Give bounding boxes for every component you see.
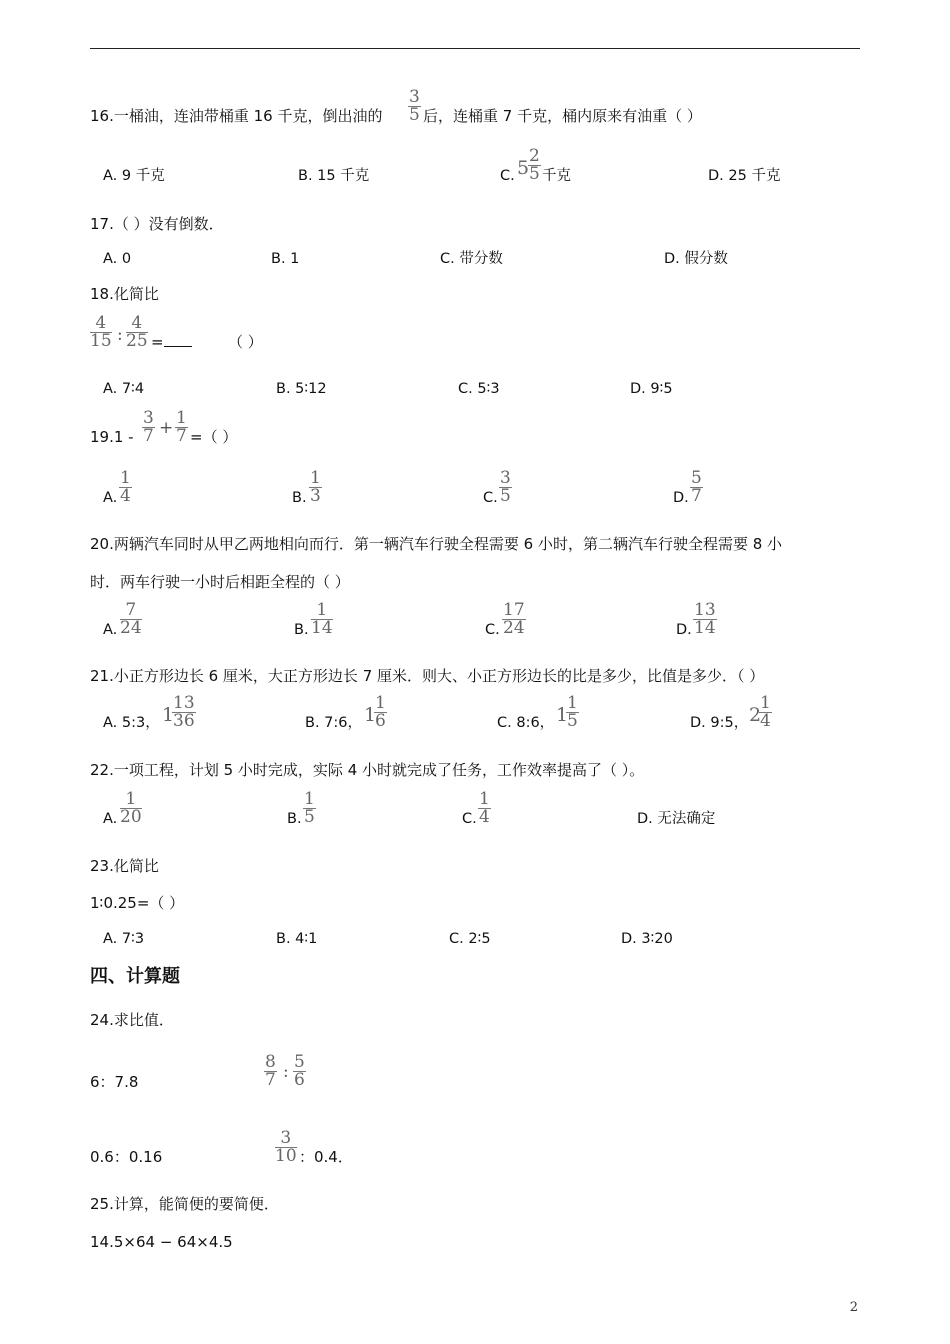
q19-plus: + [159,418,174,438]
q22-option-c-fraction: $\frac{1}{4}$ [479,789,490,827]
q19-option-d[interactable]: D. [673,490,689,506]
q18-option-b[interactable]: B. 5∶12 [276,381,327,397]
q20-stem-line1: 20.两辆汽车同时从甲乙两地相向而行．第一辆汽车行驶全程需要 6 小时，第二辆汽车行驶全程需要 8 小 [90,535,783,553]
q20-option-b[interactable]: B. [294,622,309,638]
q24-item-2-fraction-2: $\frac{5}{6}$ [294,1052,305,1090]
q16-stem-part1: 16.一桶油，连油带桶重 16 千克，倒出油的 [90,107,383,125]
q18-option-a[interactable]: A. 7∶4 [103,381,145,397]
q22-option-d[interactable]: D. 无法确定 [637,811,716,827]
q16-stem-part2: 后，连桶重 7 千克，桶内原来有油重（ ） [423,107,702,125]
q19-option-b[interactable]: B. [292,490,307,506]
q20-option-d-fraction: $\frac{13}{14}$ [694,600,716,638]
q24-item-4-fraction: $\frac{3}{10}$ [275,1128,297,1166]
q21-option-b[interactable]: B. 7:6， [305,715,363,731]
q21-option-a-fraction: $\frac{13}{36}$ [173,693,195,731]
q19-suffix: =（ ） [190,428,238,446]
q20-option-d[interactable]: D. [676,622,692,638]
q18-fraction-1: $\frac{4}{15}$ [90,313,112,351]
q16-option-d[interactable]: D. 25 千克 [708,168,781,184]
q24-item-2-fraction-1: $\frac{8}{7}$ [265,1052,276,1090]
q23-option-d[interactable]: D. 3∶20 [621,931,673,947]
q16-option-c-unit: 千克 [542,168,571,184]
q24-item-1: 6：7.8 [90,1073,139,1091]
q22-option-a-fraction: $\frac{1}{20}$ [120,789,142,827]
q21-option-d-whole: 2 [749,704,762,726]
q23-option-a[interactable]: A. 7∶3 [103,931,145,947]
q22-option-b[interactable]: B. [287,811,302,827]
q20-stem-line2: 时．两车行驶一小时后相距全程的（ ） [90,573,350,591]
page-number: 2 [849,1300,858,1315]
q19-option-c[interactable]: C. [483,490,498,506]
header-rule [90,48,860,49]
q25-expression: 14.5×64 − 64×4.5 [90,1233,233,1251]
q16-fraction: $\frac{3}{5}$ [409,87,420,125]
q19-prefix: 19.1 - [90,428,134,446]
q21-option-b-fraction: $\frac{1}{6}$ [375,693,386,731]
q21-option-c-whole: 1 [556,704,569,726]
q18-stem: 18.化简比 [90,285,159,303]
q16-option-c-whole: 5 [517,157,530,179]
q17-option-a[interactable]: A. 0 [103,251,132,267]
q18-fraction-2: $\frac{4}{25}$ [126,313,148,351]
q23-expression: 1∶0.25=（ ） [90,894,185,912]
q24-item-2-colon: : [283,1062,289,1082]
q23-option-b[interactable]: B. 4∶1 [276,931,318,947]
q24-item-3: 0.6：0.16 [90,1148,163,1166]
q20-option-c-fraction: $\frac{17}{24}$ [503,600,525,638]
q16-option-c-label[interactable]: C. [500,168,515,184]
q20-option-a[interactable]: A. [103,622,118,638]
q17-option-d[interactable]: D. 假分数 [664,251,728,267]
q17-option-c[interactable]: C. 带分数 [440,251,503,267]
q23-option-c[interactable]: C. 2∶5 [449,931,491,947]
q16-option-b[interactable]: B. 15 千克 [298,168,370,184]
section-heading-calculation: 四、计算题 [90,966,180,987]
q18-option-d[interactable]: D. 9∶5 [630,381,673,397]
q18-equals: = [151,332,192,352]
q20-option-b-fraction: $\frac{1}{14}$ [311,600,333,638]
q16-option-c-fraction: $\frac{2}{5}$ [529,146,540,184]
q22-stem: 22.一项工程，计划 5 小时完成，实际 4 小时就完成了任务，工作效率提高了（ ）。 [90,761,645,779]
q18-option-c[interactable]: C. 5∶3 [458,381,500,397]
q20-option-a-fraction: $\frac{7}{24}$ [120,600,142,638]
q24-stem: 24.求比值． [90,1011,174,1029]
q17-option-b[interactable]: B. 1 [271,251,300,267]
q19-option-a[interactable]: A. [103,490,118,506]
q19-option-d-fraction: $\frac{5}{7}$ [691,468,702,506]
q18-answer-paren: （ ） [228,333,263,351]
q23-stem: 23.化简比 [90,857,159,875]
q21-option-c-fraction: $\frac{1}{5}$ [567,693,578,731]
q21-option-a[interactable]: A. 5:3， [103,715,160,731]
q19-fraction-2: $\frac{1}{7}$ [176,408,187,446]
q21-option-c[interactable]: C. 8:6， [497,715,555,731]
q18-colon: : [117,325,123,345]
q22-option-a[interactable]: A. [103,811,118,827]
q19-option-a-fraction: $\frac{1}{4}$ [120,468,131,506]
q19-option-c-fraction: $\frac{3}{5}$ [500,468,511,506]
q19-fraction-1: $\frac{3}{7}$ [143,408,154,446]
q20-option-c[interactable]: C. [485,622,500,638]
q24-item-4-suffix: ：0.4． [299,1148,353,1166]
q25-stem: 25.计算，能简便的要简便． [90,1195,279,1213]
q21-stem: 21.小正方形边长 6 厘米，大正方形边长 7 厘米．则大、小正方形边长的比是多少，比值是多少．（ ） [90,667,765,685]
q16-option-a[interactable]: A. 9 千克 [103,168,165,184]
q21-option-a-whole: 1 [162,704,175,726]
q21-option-d-fraction: $\frac{1}{4}$ [760,693,771,731]
q22-option-c[interactable]: C. [462,811,477,827]
q17-stem: 17.（ ）没有倒数． [90,215,224,233]
q22-option-b-fraction: $\frac{1}{5}$ [304,789,315,827]
q21-option-d[interactable]: D. 9:5， [690,715,749,731]
q21-option-b-whole: 1 [364,704,377,726]
q19-option-b-fraction: $\frac{1}{3}$ [310,468,321,506]
